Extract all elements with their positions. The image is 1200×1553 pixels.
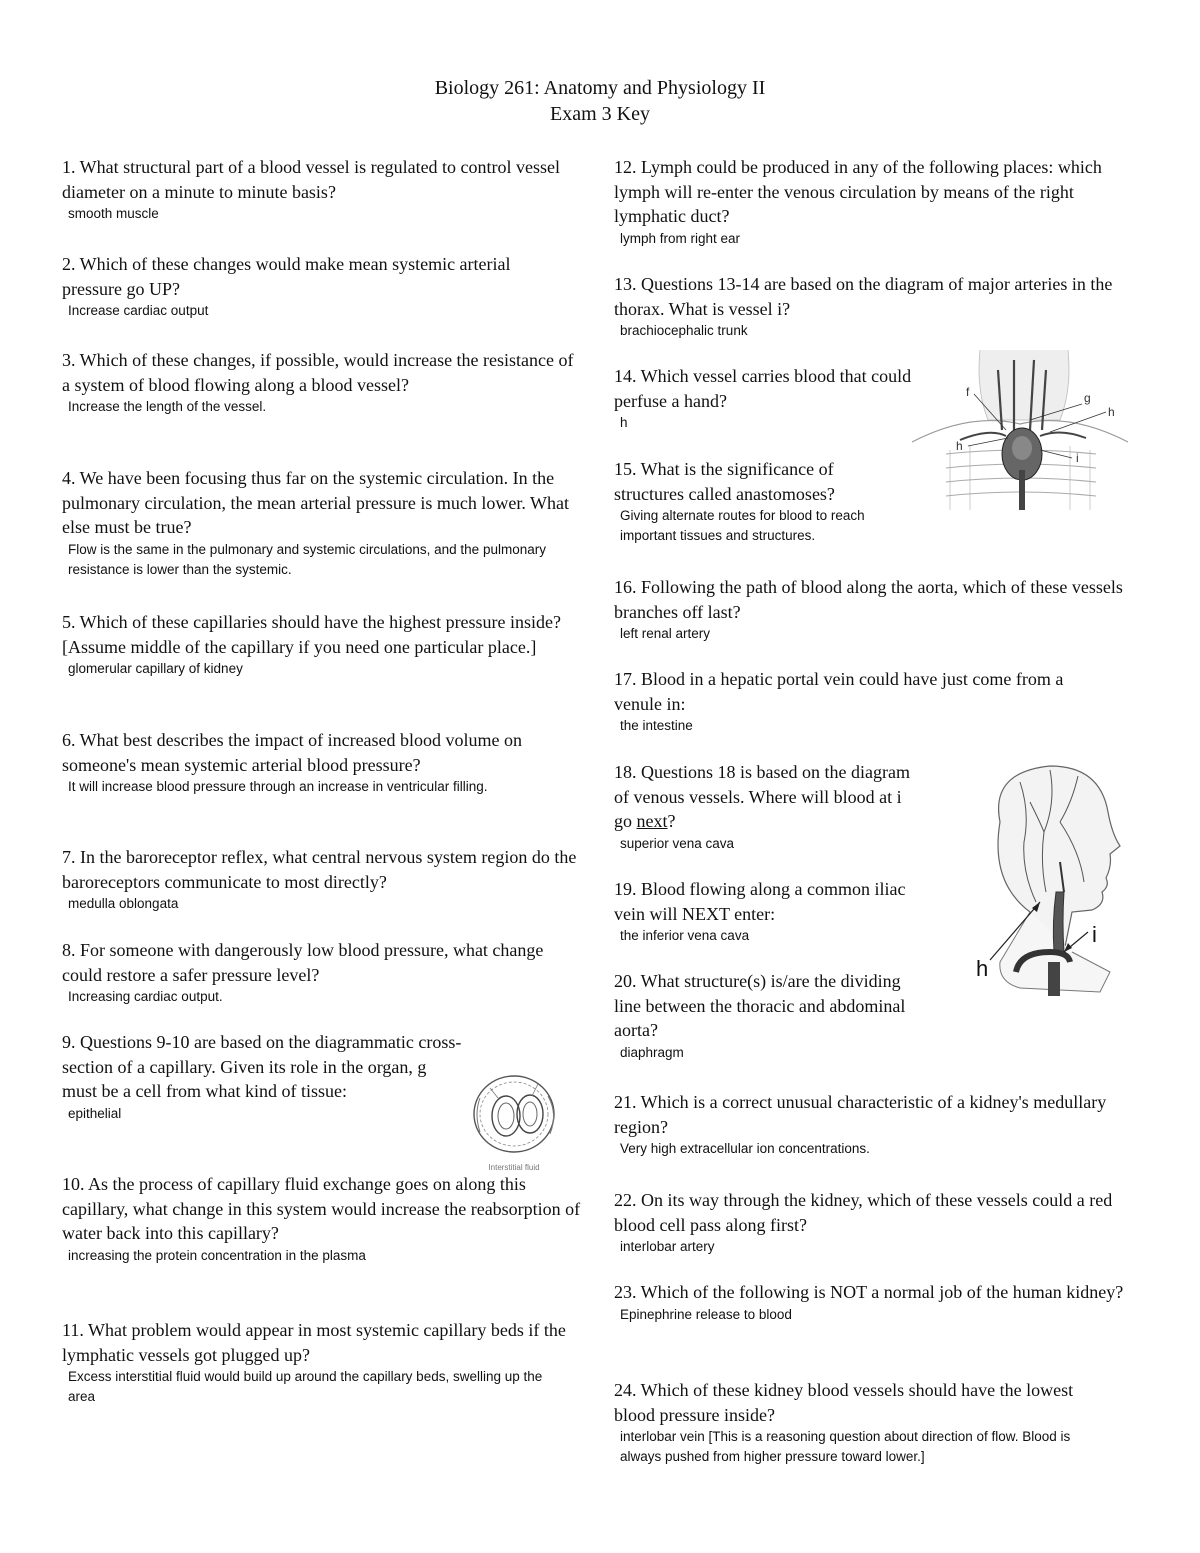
label-g: g [1084,391,1091,405]
question-11 [62,1318,587,1407]
answer-text: Very high extracellular ion concentrations. [620,1141,870,1156]
question-20 [614,969,914,1063]
answer-text: Giving alternate routes for blood to reach important tissues and structures. [620,508,865,543]
answer-text: superior vena cava [620,835,735,851]
question-text: 6. What best describes the impact of increased blood volume on someone's mean systemic arterial blood pressure? [62,730,523,775]
question-text: 16. Following the path of blood along the aorta, which of these vessels branches off last? [614,577,1123,622]
answer-text: Increase the length of the vessel. [68,399,267,414]
exam-subtitle: Exam 3 Key [550,103,650,125]
answer-text: It will increase blood pressure through an increase in ventricular filling. [68,779,488,794]
question-text: 22. On its way through the kidney, which of these vessels could a red blood cell pass along first? [614,1190,1113,1235]
label-h-left: h [956,439,963,453]
answer-text: h [620,415,628,430]
question-18 [614,760,914,854]
answer-text: epithelial [68,1105,122,1121]
answer-text: glomerular capillary of kidney [68,661,243,676]
answer-text: interlobar vein [This is a reasoning question about direction of flow. Blood is always pushed from higher pressure toward lower.] [620,1429,1071,1464]
question-text: 18. Questions 18 is based on the diagram of venous vessels. Where will blood at i go next? [614,762,910,831]
question-13 [614,272,1114,341]
venous-vessels-figure [960,762,1130,1002]
question-text: 20. What structure(s) is/are the dividing line between the thoracic and abdominal aorta? [614,971,906,1040]
question-12 [614,155,1144,249]
answer-text: increasing the protein concentration in the plasma [68,1247,366,1263]
question-text: 5. Which of these capillaries should have the highest pressure inside? [Assume middle of the capillary if you need one particular place.] [62,612,562,657]
question-14 [614,364,914,433]
label-i: i [1076,451,1079,465]
course-title: Biology 261: Anatomy and Physiology II [434,77,766,99]
answer-text: left renal artery [620,626,711,641]
question-24 [614,1378,1114,1467]
question-text: 10. As the process of capillary fluid exchange goes on along this capillary, what change in this system would increase the reabsorption of water back into this capillary? [62,1174,581,1243]
question-text: 2. Which of these changes would make mean systemic arterial pressure go UP? [62,254,511,299]
capillary-cross-section-figure [466,1068,566,1174]
answer-text: the inferior vena cava [620,928,750,943]
answer-text: brachiocephalic trunk [620,323,748,338]
question-text: 8. For someone with dangerously low blood pressure, what change could restore a safer pressure level? [62,940,544,985]
question-2 [62,252,562,321]
question-16 [614,575,1134,644]
question-text: 14. Which vessel carries blood that could perfuse a hand? [614,366,912,411]
answer-text: Increase cardiac output [68,303,209,318]
answer-text: Flow is the same in the pulmonary and systemic circulations, and the pulmonary resistance is lower than the systemic. [68,541,546,577]
question-text: 7. In the baroreceptor reflex, what central nervous system region do the baroreceptors communicate to most directly? [62,847,577,892]
question-text: 11. What problem would appear in most systemic capillary beds if the lymphatic vessels got plugged up? [62,1320,566,1365]
question-7 [62,845,582,914]
question-9 [62,1030,462,1124]
label-h: h [1108,405,1115,419]
thorax-arteries-figure [910,350,1132,512]
question-4 [62,466,572,580]
question-23 [614,1280,1134,1325]
question-text: 4. We have been focusing thus far on the systemic circulation. In the pulmonary circulation, the mean arterial pressure is much lower. What else must be true? [62,468,569,537]
answer-text: medulla oblongata [68,896,179,911]
answer-text: Increasing cardiac output. [68,989,223,1004]
question-text: 19. Blood flowing along a common iliac vein will NEXT enter: [614,879,906,924]
question-text: 24. Which of these kidney blood vessels should have the lowest blood pressure inside? [614,1380,1074,1425]
question-text: 21. Which is a correct unusual characteristic of a kidney's medullary region? [614,1092,1107,1137]
question-text: 23. Which of the following is NOT a normal job of the human kidney? [614,1282,1124,1302]
question-17 [614,667,1114,736]
question-text: 1. What structural part of a blood vessel is regulated to control vessel diameter on a minute to minute basis? [62,157,561,202]
answer-text: diaphragm [620,1044,684,1060]
question-19 [614,877,934,946]
question-text: 9. Questions 9-10 are based on the diagrammatic cross-section of a capillary. Given its role in the organ, g must be a cell from what kind of tissue: [62,1032,462,1101]
question-text: 13. Questions 13-14 are based on the diagram of major arteries in the thorax. What is vessel i? [614,274,1113,319]
question-22 [614,1188,1134,1257]
label-i: i [1092,922,1097,947]
question-10 [62,1172,582,1266]
capillary-caption: Interstitial fluid [488,1163,540,1172]
question-15 [614,457,899,546]
answer-text: Epinephrine release to blood [620,1306,792,1322]
question-5 [62,610,562,679]
question-text: 15. What is the significance of structures called anastomoses? [614,459,835,504]
question-text: 12. Lymph could be produced in any of the following places: which lymph will re-enter the venous circulation by means of the right lymphatic duct? [614,157,1102,226]
label-f: f [966,385,970,399]
answer-text: the intestine [620,718,693,733]
question-text: 17. Blood in a hepatic portal vein could have just come from a venule in: [614,669,1064,714]
question-21 [614,1090,1134,1159]
answer-text: interlobar artery [620,1239,715,1254]
answer-text: lymph from right ear [620,230,741,246]
question-text: 3. Which of these changes, if possible, would increase the resistance of a system of blood flowing along a blood vessel? [62,350,574,395]
question-1 [62,155,562,224]
label-h: h [976,956,989,981]
question-6 [62,728,582,797]
answer-text: smooth muscle [68,206,159,221]
answer-text: Excess interstitial fluid would build up around the capillary beds, swelling up the area [68,1369,543,1404]
question-3 [62,348,582,417]
question-8 [62,938,587,1007]
